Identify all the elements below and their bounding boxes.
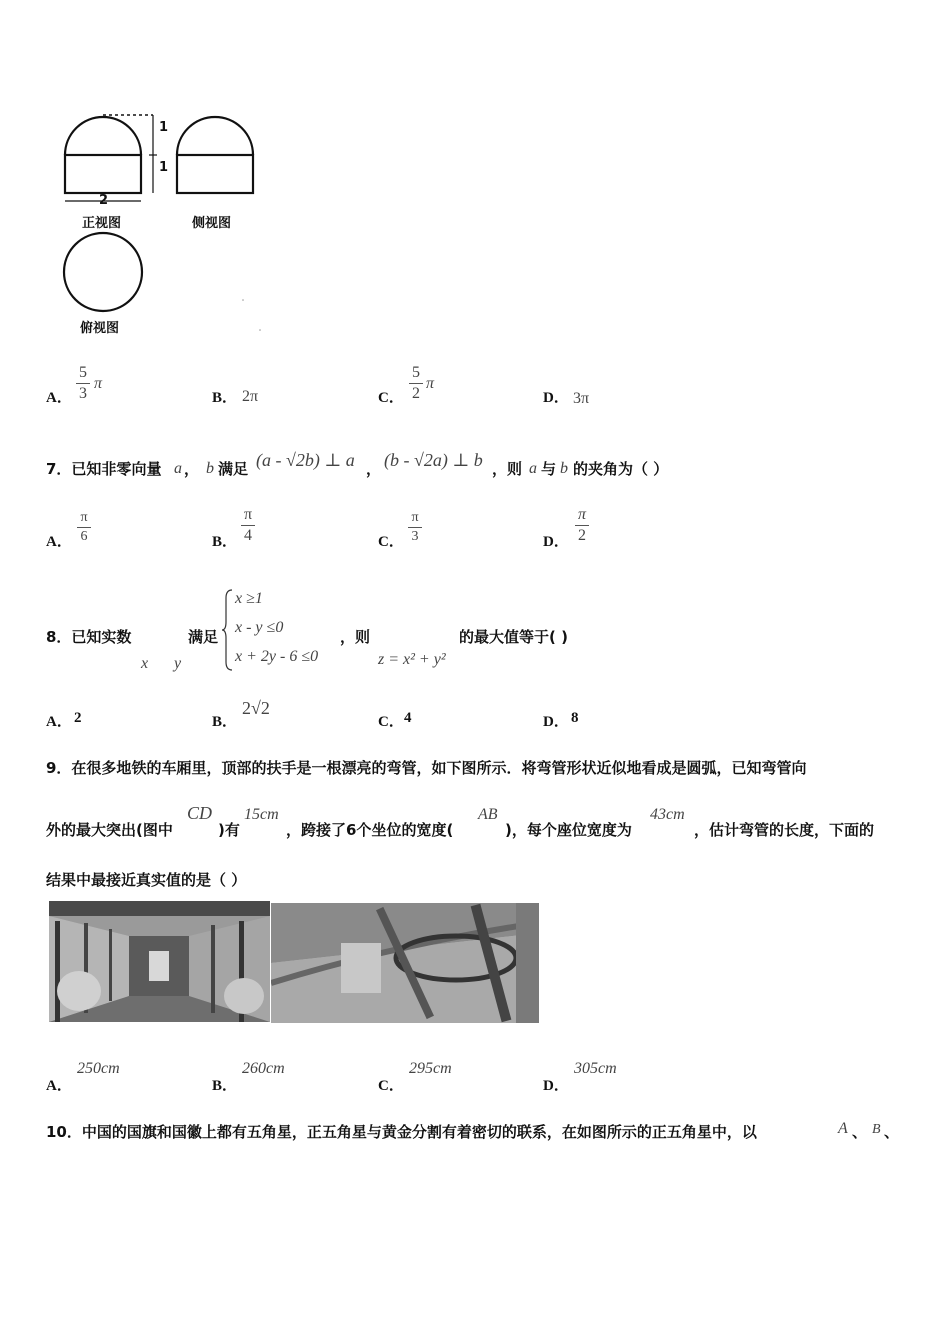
q6-option-c-letter: C． [378, 390, 404, 406]
q9-cd: CD [187, 803, 213, 823]
q7-suffix: 的夹角为（ ） [573, 460, 669, 478]
q7-comma: ， [366, 460, 382, 478]
q10-point-b: B [872, 1122, 881, 1137]
q6-option-c-fraction: 5 2 [409, 364, 423, 403]
q7-option-b-fraction: π 4 [241, 506, 255, 545]
q6-option-a-letter: A． [46, 390, 72, 406]
q7-option-c-fraction: π 3 [408, 510, 422, 545]
q9-ab: AB [478, 806, 498, 823]
q9-option-b-value: 260cm [242, 1060, 285, 1077]
q8-option-c: C． [378, 714, 404, 730]
q6-option-a-fraction: 5 3 [76, 364, 90, 403]
q7-option-d-letter: D． [543, 534, 569, 550]
q8-option-a-value: 2 [74, 710, 82, 726]
q7-var-a2: a [529, 460, 537, 477]
q7-var-b2: b [560, 460, 568, 477]
q6-option-d-letter: D． [543, 390, 569, 406]
q8-then: ，则 [340, 628, 371, 646]
q8-option-a: A． [46, 714, 72, 730]
q7-option-a-fraction: π 6 [77, 510, 91, 545]
q8-option-b: B． [212, 714, 238, 730]
q9-line-1: 9．在很多地铁的车厢里，顶部的扶手是一根漂亮的弯管，如下图所示．将弯管形状近似地看成是圆弧，已知弯管向 [46, 759, 807, 777]
q8-objective: z = x² + y² [378, 651, 446, 668]
q8-mid: 满足 [188, 628, 219, 646]
q8-constraint-3: x + 2y - 6 ≤0 [235, 648, 319, 665]
dim-upper-label: 1 [159, 120, 169, 135]
q9-option-d-value: 305cm [574, 1060, 617, 1077]
q9-option-d: D． [543, 1078, 569, 1094]
side-view [177, 117, 253, 193]
q7-prefix: 7．已知非零向量 [46, 460, 162, 478]
q9-line-2c: ，跨接了6个坐位的宽度( [286, 821, 454, 839]
q9-option-c: C． [378, 1078, 404, 1094]
q7-option-a-letter: A． [46, 534, 72, 550]
q7-var-a: a [174, 460, 182, 477]
q9-option-a-value: 250cm [77, 1060, 120, 1077]
q7-var-b: b [206, 460, 214, 477]
q7-with: 与 [541, 460, 557, 478]
q7-condition-2: (b - √2a) ⊥ b [384, 450, 483, 470]
q9-line-2b: )有 [218, 821, 240, 839]
q8-option-b-value: 2√2 [242, 698, 270, 718]
q7-option-d-fraction: π 2 [575, 506, 589, 545]
q10-point-a: A [838, 1120, 848, 1137]
q8-prefix: 8．已知实数 [46, 628, 132, 646]
q9-seat-value: 43cm [650, 806, 685, 823]
q8-system-brace [222, 588, 234, 672]
top-view-circle [64, 233, 142, 311]
q7-mid1: 满足 [218, 460, 249, 478]
q10-text: 10．中国的国旗和国徽上都有五角星，正五角星与黄金分割有着密切的联系，在如图所示的正五角星中，以 [46, 1123, 757, 1141]
front-view [65, 115, 157, 201]
q9-option-b: B． [212, 1078, 238, 1094]
side-view-label: 侧视图 [192, 216, 232, 231]
q9-option-a: A． [46, 1078, 72, 1094]
q6-option-d-value: 3π [573, 390, 590, 407]
q7-sep: ， [184, 460, 200, 478]
dim-width-label: 2 [99, 193, 109, 208]
q8-option-d-value: 8 [571, 710, 579, 726]
q8-option-d: D． [543, 714, 569, 730]
q10-sep2: 、 [884, 1123, 900, 1141]
q9-line-3: 结果中最接近真实值的是（ ） [46, 871, 247, 889]
q9-line-2d: )，每个座位宽度为 [505, 821, 632, 839]
q7-condition-1: (a - √2b) ⊥ a [256, 450, 355, 470]
train-handrail-photo-2 [271, 903, 539, 1023]
q6-option-b-value: 2π [242, 388, 259, 405]
q8-var-x: x [141, 655, 149, 672]
q8-var-y: y [174, 655, 182, 672]
q6-option-a-pi: π [94, 375, 103, 392]
front-view-label: 正视图 [82, 216, 122, 231]
q8-constraint-2: x - y ≤0 [235, 619, 284, 636]
q7-option-b-letter: B． [212, 534, 238, 550]
q9-option-c-value: 295cm [409, 1060, 452, 1077]
q9-line-2e: ，估计弯管的长度，下面的 [694, 821, 875, 839]
q8-option-c-value: 4 [404, 710, 412, 726]
q6-option-c-pi: π [426, 375, 435, 392]
train-interior-photo-1 [49, 901, 270, 1022]
q6-option-b-letter: B． [212, 390, 238, 406]
q7-mid2: ，则 [492, 460, 523, 478]
q8-constraint-1: x ≥1 [235, 590, 263, 607]
q9-line-2a: 外的最大突出(图中 [46, 821, 173, 839]
q10-sep1: 、 [852, 1123, 868, 1141]
q7-option-c-letter: C． [378, 534, 404, 550]
top-view-label: 俯视图 [80, 321, 120, 336]
dim-lower-label: 1 [159, 160, 169, 175]
q9-cd-value: 15cm [244, 806, 279, 823]
q8-suffix: 的最大值等于( ) [459, 628, 568, 646]
